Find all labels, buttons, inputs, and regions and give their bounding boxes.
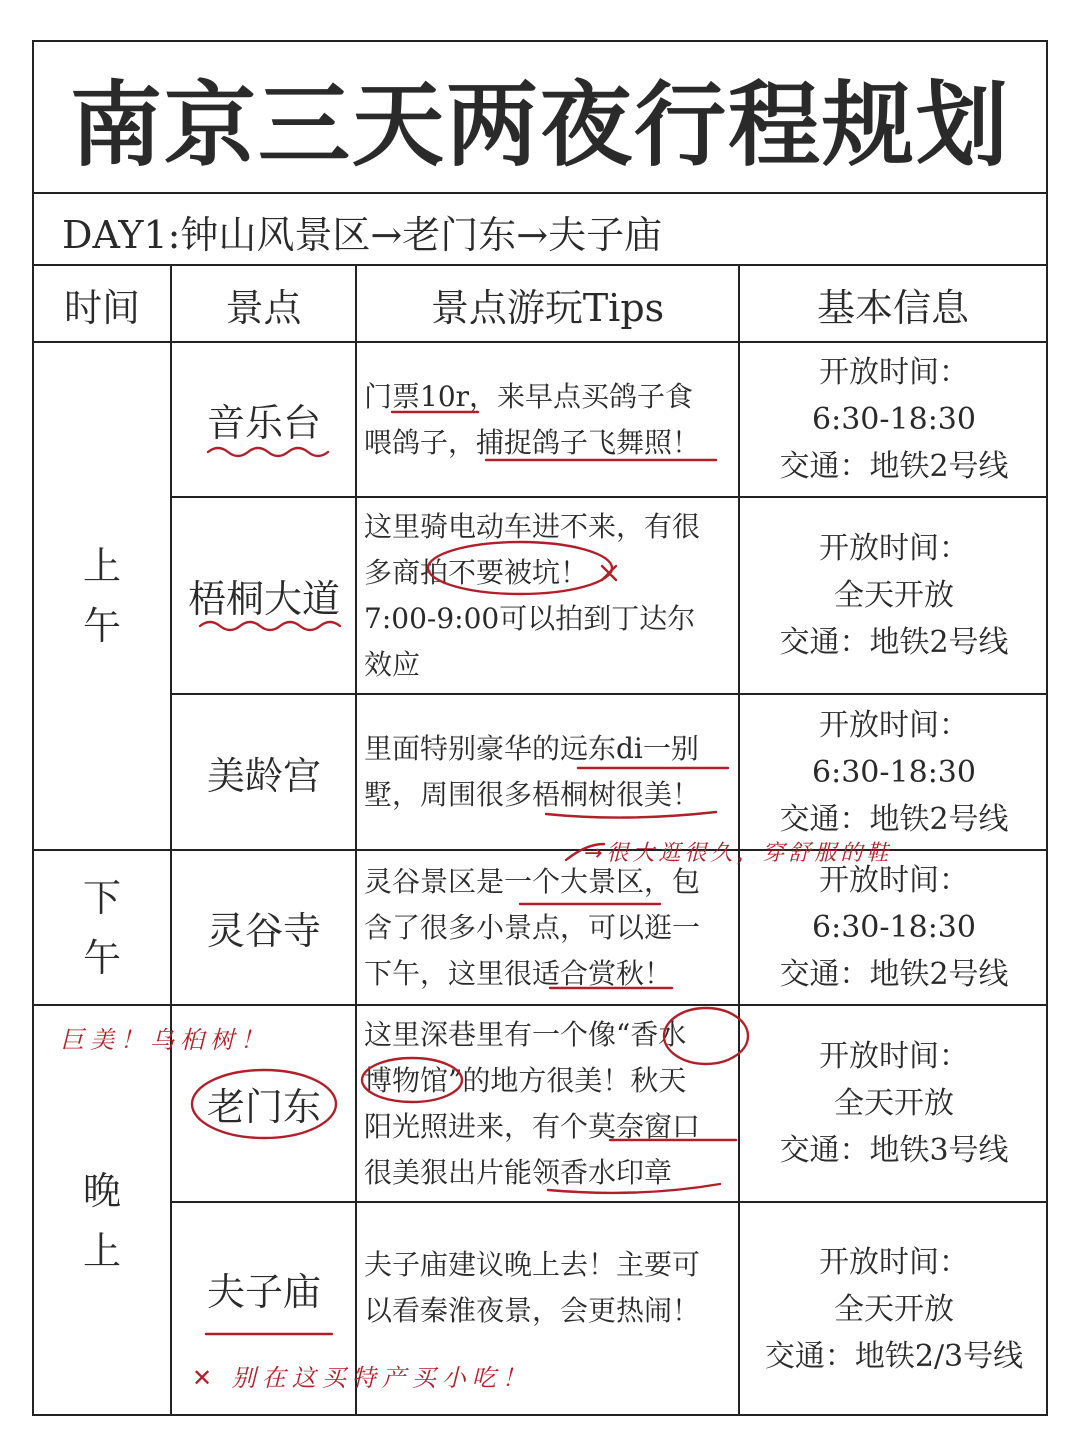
tip-line: 灵谷景区是一个大景区，包 bbox=[364, 864, 701, 898]
info-line: 全天开放 bbox=[834, 1292, 954, 1327]
period-char: 午 bbox=[82, 604, 121, 648]
tip-line: 里面特别豪华的远东di一别 bbox=[364, 732, 699, 765]
period-char: 下 bbox=[82, 875, 121, 920]
tip-line: 多商拍不要被坑！ bbox=[364, 555, 589, 589]
spot-tips bbox=[364, 695, 734, 849]
spot-name bbox=[174, 343, 354, 496]
tip-line: 喂鸽子，捕捉鸽子飞舞照！ bbox=[364, 425, 701, 459]
info-line: 开放时间： bbox=[819, 707, 969, 743]
spot-info bbox=[742, 695, 1046, 849]
header-info: 基本信息 bbox=[816, 285, 969, 330]
spot-tips bbox=[364, 498, 734, 693]
spot-label: 音乐台 bbox=[206, 401, 321, 445]
tip-line: 下午，这里很适合赏秋！ bbox=[364, 956, 673, 990]
period-afternoon bbox=[34, 851, 170, 1004]
spot-info bbox=[742, 343, 1046, 496]
info-line: 6:30-18:30 bbox=[812, 910, 976, 945]
period-morning bbox=[34, 343, 170, 849]
period-char: 上 bbox=[82, 544, 121, 588]
spot-info bbox=[742, 498, 1046, 693]
period-char: 午 bbox=[82, 935, 121, 980]
divider bbox=[32, 192, 1048, 194]
info-line: 开放时间： bbox=[819, 863, 969, 898]
info-line: 开放时间： bbox=[819, 355, 969, 390]
spot-label: 美龄宫 bbox=[206, 753, 321, 798]
tip-line: 墅，周围很多梧桐树很美！ bbox=[364, 778, 701, 811]
spot-info bbox=[742, 1203, 1046, 1416]
spot-tips bbox=[364, 1006, 734, 1201]
page-title: 南京三天两夜行程规划 bbox=[69, 72, 1010, 179]
tip-line: 夫子庙建议晚上去！主要可 bbox=[364, 1248, 701, 1281]
tip-line: 这里骑电动车进不来，有很 bbox=[364, 509, 701, 543]
spot-label: 夫子庙 bbox=[206, 1269, 321, 1314]
header-time: 时间 bbox=[63, 285, 140, 330]
spot-label: 灵谷寺 bbox=[206, 909, 321, 953]
header-tips: 景点游玩Tips bbox=[430, 285, 665, 330]
info-line: 6:30-18:30 bbox=[812, 754, 976, 790]
spot-name bbox=[174, 695, 354, 849]
period-char: 上 bbox=[82, 1229, 121, 1273]
spot-tips bbox=[364, 343, 734, 496]
spot-tips bbox=[364, 851, 734, 1004]
info-line: 开放时间： bbox=[819, 1039, 969, 1074]
info-line: 交通：地铁2号线 bbox=[779, 449, 1009, 484]
handwritten-note: 巨美！乌桕树！ bbox=[60, 1026, 270, 1054]
period-char: 晚 bbox=[82, 1169, 121, 1213]
info-line: 6:30-18:30 bbox=[812, 402, 976, 437]
spot-label: 梧桐大道 bbox=[187, 577, 340, 621]
tip-line: 门票10r，来早点买鸽子食 bbox=[364, 379, 694, 413]
info-line: 交通：地铁3号线 bbox=[779, 1133, 1009, 1168]
header-spot: 景点 bbox=[225, 285, 302, 330]
info-line: 开放时间： bbox=[819, 531, 969, 566]
tip-line: 7:00-9:00可以拍到丁达尔 bbox=[364, 601, 696, 635]
info-line: 交通：地铁2号线 bbox=[779, 801, 1009, 837]
info-line: 交通：地铁2号线 bbox=[779, 625, 1009, 660]
divider bbox=[170, 264, 172, 1416]
tip-line: 很美狠出片能领香水印章 bbox=[364, 1155, 673, 1189]
handwritten-note: ✕ 别在这买特产买小吃！ bbox=[192, 1364, 532, 1392]
divider bbox=[355, 264, 357, 1416]
spot-name bbox=[174, 851, 354, 1004]
tip-line: 以看秦淮夜景，会更热闹！ bbox=[364, 1294, 701, 1327]
spot-tips bbox=[364, 1203, 734, 1373]
period-evening bbox=[34, 1006, 170, 1416]
info-line: 交通：地铁2/3号线 bbox=[764, 1339, 1024, 1374]
tip-line: 这里深巷里有一个像“香水 bbox=[364, 1017, 687, 1051]
spot-info bbox=[742, 1006, 1046, 1201]
info-line: 开放时间： bbox=[819, 1245, 969, 1280]
tip-line: 阳光照进来，有个莫奈窗口 bbox=[364, 1109, 701, 1143]
day-route: DAY1:钟山风景区→老门东→夫子庙 bbox=[62, 212, 663, 257]
info-line: 全天开放 bbox=[834, 1086, 954, 1121]
handwritten-note: →很大逛很久，穿舒服的鞋 bbox=[584, 841, 893, 866]
spot-name bbox=[174, 498, 354, 693]
spot-name bbox=[174, 1203, 354, 1373]
spot-label: 老门东 bbox=[206, 1085, 321, 1129]
tip-line: 效应 bbox=[364, 647, 421, 681]
tip-line: 博物馆”的地方很美！秋天 bbox=[364, 1063, 687, 1097]
tip-line: 含了很多小景点，可以逛一 bbox=[364, 910, 701, 944]
info-line: 全天开放 bbox=[834, 578, 954, 613]
info-line: 交通：地铁2号线 bbox=[779, 957, 1009, 992]
spot-info bbox=[742, 851, 1046, 1004]
